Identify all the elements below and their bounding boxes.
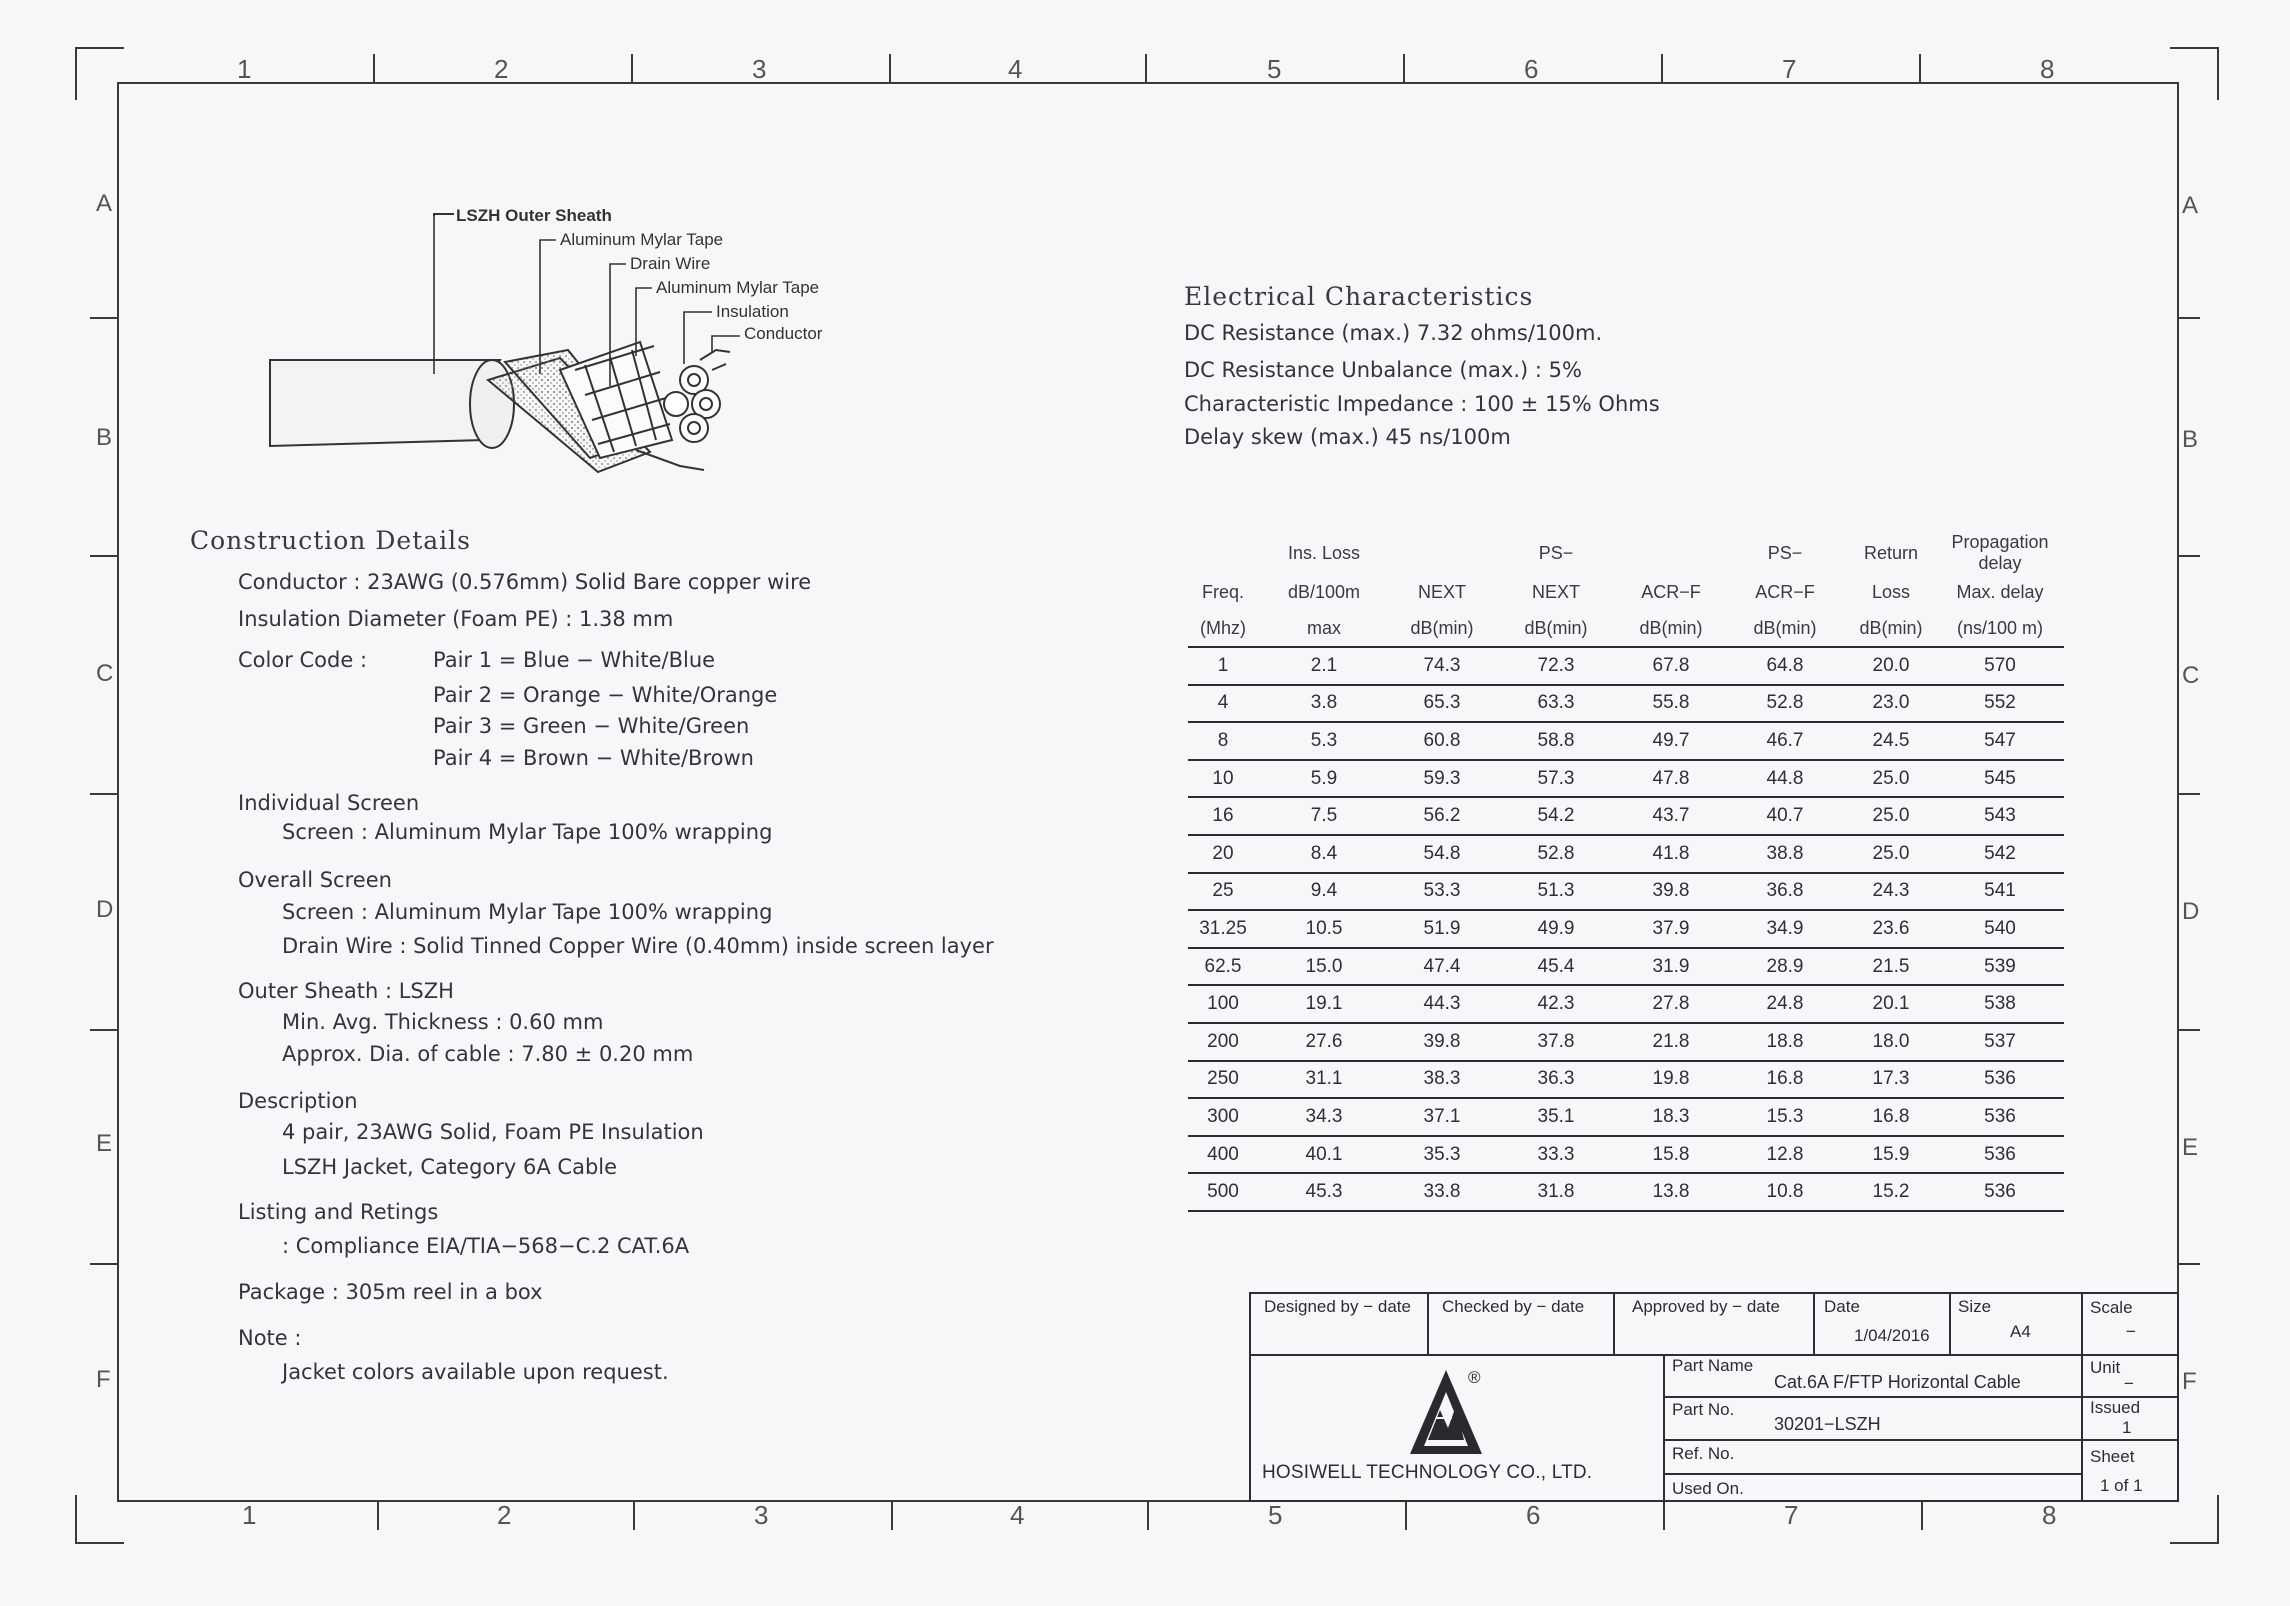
used-on-label: Used On. bbox=[1672, 1479, 1744, 1498]
table-cell: 15.3 bbox=[1724, 1098, 1846, 1136]
table-cell: 58.8 bbox=[1494, 722, 1618, 760]
registered-mark: ® bbox=[1468, 1368, 1481, 1387]
table-cell: 250 bbox=[1188, 1061, 1258, 1099]
table-cell: 3.8 bbox=[1258, 685, 1390, 723]
designed-by-label: Designed by − date bbox=[1264, 1297, 1411, 1316]
table-cell: 400 bbox=[1188, 1136, 1258, 1174]
table-cell: 19.1 bbox=[1258, 985, 1390, 1023]
zone-bottom-1: 1 bbox=[242, 1500, 257, 1530]
table-cell: 20.1 bbox=[1846, 985, 1936, 1023]
callout-mylar-tape-inner: Aluminum Mylar Tape bbox=[656, 278, 820, 297]
table-cell: 12.8 bbox=[1724, 1136, 1846, 1174]
callout-mylar-tape-outer: Aluminum Mylar Tape bbox=[560, 230, 724, 249]
table-cell: 2.1 bbox=[1258, 647, 1390, 685]
table-cell: 41.8 bbox=[1618, 835, 1724, 873]
zone-bottom-4: 4 bbox=[1010, 1500, 1025, 1530]
zone-left-c: C bbox=[96, 660, 114, 687]
table-cell: 536 bbox=[1936, 1136, 2064, 1174]
date-value: 1/04/2016 bbox=[1854, 1326, 1930, 1345]
table-cell: 44.3 bbox=[1390, 985, 1494, 1023]
electrical-title: Electrical Characteristics bbox=[1184, 282, 1534, 311]
table-cell: 28.9 bbox=[1724, 948, 1846, 986]
sheet-label: Sheet bbox=[2090, 1447, 2135, 1466]
table-cell: 42.3 bbox=[1494, 985, 1618, 1023]
table-cell: 46.7 bbox=[1724, 722, 1846, 760]
table-header-cell: Ins. Loss bbox=[1287, 542, 1361, 563]
zone-top-6: 6 bbox=[1524, 54, 1539, 84]
table-cell: 7.5 bbox=[1258, 797, 1390, 835]
overall-screen-detail: Screen : Aluminum Mylar Tape 100% wrapping bbox=[282, 900, 773, 924]
date-label: Date bbox=[1824, 1297, 1860, 1316]
unit-label: Unit bbox=[2090, 1358, 2121, 1377]
characteristic-impedance: Characteristic Impedance : 100 ± 15% Ohms bbox=[1184, 392, 1660, 416]
table-header-cell: (ns/100 m) bbox=[1936, 610, 2064, 647]
table-cell: 54.2 bbox=[1494, 797, 1618, 835]
table-cell: 51.3 bbox=[1494, 873, 1618, 911]
table-cell: 37.9 bbox=[1618, 910, 1724, 948]
table-cell: 8 bbox=[1188, 722, 1258, 760]
table-cell: 45.3 bbox=[1258, 1173, 1390, 1211]
table-cell: 44.8 bbox=[1724, 760, 1846, 798]
zone-left-f: F bbox=[96, 1366, 111, 1393]
table-cell: 33.8 bbox=[1390, 1173, 1494, 1211]
zone-left-a: A bbox=[96, 190, 113, 217]
table-cell: 15.9 bbox=[1846, 1136, 1936, 1174]
table-cell: 38.3 bbox=[1390, 1061, 1494, 1099]
table-header-cell: ACR−F bbox=[1755, 581, 1815, 602]
table-cell: 10 bbox=[1188, 760, 1258, 798]
table-cell: 20.0 bbox=[1846, 647, 1936, 685]
callout-insulation: Insulation bbox=[716, 302, 789, 321]
callout-outer-sheath: LSZH Outer Sheath bbox=[456, 206, 612, 225]
sheet-value: 1 of 1 bbox=[2100, 1476, 2143, 1495]
table-cell: 67.8 bbox=[1618, 647, 1724, 685]
scale-label: Scale bbox=[2090, 1298, 2133, 1317]
table-cell: 16.8 bbox=[1724, 1061, 1846, 1099]
zone-bottom-5: 5 bbox=[1268, 1500, 1283, 1530]
callout-conductor: Conductor bbox=[744, 324, 823, 343]
table-cell: 536 bbox=[1936, 1061, 2064, 1099]
zone-top-4: 4 bbox=[1008, 54, 1023, 84]
zone-right-b: B bbox=[2182, 426, 2199, 453]
zone-top-2: 2 bbox=[494, 54, 509, 84]
table-header-cell: dB(min) bbox=[1494, 610, 1618, 647]
table-cell: 25.0 bbox=[1846, 760, 1936, 798]
table-cell: 25.0 bbox=[1846, 797, 1936, 835]
table-cell: 21.8 bbox=[1618, 1023, 1724, 1061]
table-cell: 18.0 bbox=[1846, 1023, 1936, 1061]
table-header-cell: dB(min) bbox=[1724, 610, 1846, 647]
table-cell: 64.8 bbox=[1724, 647, 1846, 685]
part-no-label: Part No. bbox=[1672, 1400, 1735, 1419]
table-cell: 34.9 bbox=[1724, 910, 1846, 948]
zone-bottom-8: 8 bbox=[2042, 1500, 2057, 1530]
table-cell: 570 bbox=[1936, 647, 2064, 685]
table-cell: 52.8 bbox=[1494, 835, 1618, 873]
table-cell: 24.8 bbox=[1724, 985, 1846, 1023]
table-cell: 19.8 bbox=[1618, 1061, 1724, 1099]
table-cell: 18.3 bbox=[1618, 1098, 1724, 1136]
zone-top-5: 5 bbox=[1267, 54, 1282, 84]
table-cell: 65.3 bbox=[1390, 685, 1494, 723]
table-cell: 36.8 bbox=[1724, 873, 1846, 911]
table-cell: 38.8 bbox=[1724, 835, 1846, 873]
table-cell: 31.1 bbox=[1258, 1061, 1390, 1099]
table-cell: 547 bbox=[1936, 722, 2064, 760]
table-cell: 55.8 bbox=[1618, 685, 1724, 723]
table-cell: 59.3 bbox=[1390, 760, 1494, 798]
description-line-1: 4 pair, 23AWG Solid, Foam PE Insulation bbox=[282, 1120, 704, 1144]
issued-label: Issued bbox=[2090, 1398, 2141, 1417]
table-cell: 18.8 bbox=[1724, 1023, 1846, 1061]
table-cell: 5.3 bbox=[1258, 722, 1390, 760]
table-cell: 23.6 bbox=[1846, 910, 1936, 948]
table-cell: 545 bbox=[1936, 760, 2064, 798]
table-cell: 40.7 bbox=[1724, 797, 1846, 835]
table-cell: 47.8 bbox=[1618, 760, 1724, 798]
table-cell: 543 bbox=[1936, 797, 2064, 835]
zone-right-d: D bbox=[2182, 898, 2200, 925]
table-cell: 20 bbox=[1188, 835, 1258, 873]
zone-bottom-7: 7 bbox=[1784, 1500, 1799, 1530]
drain-wire-spec: Drain Wire : Solid Tinned Copper Wire (0.40mm) inside screen layer bbox=[282, 934, 994, 958]
table-cell: 24.3 bbox=[1846, 873, 1936, 911]
zone-right-f: F bbox=[2182, 1368, 2197, 1395]
table-cell: 200 bbox=[1188, 1023, 1258, 1061]
zone-left-b: B bbox=[96, 424, 113, 451]
table-cell: 16 bbox=[1188, 797, 1258, 835]
pair-3: Pair 3 = Green − White/Green bbox=[433, 714, 750, 738]
table-cell: 25.0 bbox=[1846, 835, 1936, 873]
description-line-2: LSZH Jacket, Category 6A Cable bbox=[282, 1155, 618, 1179]
table-cell: 53.3 bbox=[1390, 873, 1494, 911]
table-header-cell: NEXT bbox=[1417, 581, 1466, 602]
dc-resistance: DC Resistance (max.) 7.32 ohms/100m. bbox=[1184, 321, 1603, 345]
zone-bottom-6: 6 bbox=[1526, 1500, 1541, 1530]
pair-4: Pair 4 = Brown − White/Brown bbox=[433, 746, 754, 770]
table-cell: 56.2 bbox=[1390, 797, 1494, 835]
overall-screen-heading: Overall Screen bbox=[238, 868, 392, 892]
table-cell: 49.9 bbox=[1494, 910, 1618, 948]
checked-by-label: Checked by − date bbox=[1442, 1297, 1585, 1316]
table-cell: 62.5 bbox=[1188, 948, 1258, 986]
callout-drain-wire: Drain Wire bbox=[630, 254, 711, 273]
table-cell: 100 bbox=[1188, 985, 1258, 1023]
table-cell: 39.8 bbox=[1390, 1023, 1494, 1061]
table-cell: 45.4 bbox=[1494, 948, 1618, 986]
table-header-cell: ACR−F bbox=[1641, 581, 1701, 602]
table-cell: 23.0 bbox=[1846, 685, 1936, 723]
table-cell: 500 bbox=[1188, 1173, 1258, 1211]
table-cell: 40.1 bbox=[1258, 1136, 1390, 1174]
company-name: HOSIWELL TECHNOLOGY CO., LTD. bbox=[1262, 1462, 1593, 1483]
zone-bottom-2: 2 bbox=[497, 1500, 512, 1530]
table-header-cell: max bbox=[1258, 610, 1390, 647]
zone-left-d: D bbox=[96, 896, 114, 923]
table-cell: 25 bbox=[1188, 873, 1258, 911]
table-cell: 57.3 bbox=[1494, 760, 1618, 798]
table-header-cell: Return bbox=[1863, 542, 1919, 563]
zone-top-8: 8 bbox=[2040, 54, 2055, 84]
zone-top-7: 7 bbox=[1782, 54, 1797, 84]
table-cell: 35.1 bbox=[1494, 1098, 1618, 1136]
table-cell: 27.6 bbox=[1258, 1023, 1390, 1061]
table-cell: 17.3 bbox=[1846, 1061, 1936, 1099]
part-name-value: Cat.6A F/FTP Horizontal Cable bbox=[1774, 1372, 2021, 1392]
table-cell: 536 bbox=[1936, 1098, 2064, 1136]
table-cell: 541 bbox=[1936, 873, 2064, 911]
table-cell: 538 bbox=[1936, 985, 2064, 1023]
size-label: Size bbox=[1958, 1297, 1992, 1316]
individual-screen-heading: Individual Screen bbox=[238, 791, 420, 815]
insulation-spec: Insulation Diameter (Foam PE) : 1.38 mm bbox=[238, 607, 674, 631]
zone-right-a: A bbox=[2182, 192, 2199, 219]
construction-title: Construction Details bbox=[190, 526, 471, 555]
table-header-cell: (Mhz) bbox=[1188, 610, 1258, 647]
zone-left-e: E bbox=[96, 1130, 113, 1157]
table-cell: 34.3 bbox=[1258, 1098, 1390, 1136]
delay-skew: Delay skew (max.) 45 ns/100m bbox=[1184, 425, 1511, 449]
table-cell: 60.8 bbox=[1390, 722, 1494, 760]
table-cell: 37.1 bbox=[1390, 1098, 1494, 1136]
table-cell: 15.8 bbox=[1618, 1136, 1724, 1174]
listing-detail: : Compliance EIA/TIA−568−C.2 CAT.6A bbox=[282, 1234, 690, 1258]
ref-no-label: Ref. No. bbox=[1672, 1444, 1735, 1463]
table-header-cell: NEXT bbox=[1531, 581, 1580, 602]
thickness-spec: Min. Avg. Thickness : 0.60 mm bbox=[282, 1010, 604, 1034]
table-cell: 47.4 bbox=[1390, 948, 1494, 986]
table-cell: 49.7 bbox=[1618, 722, 1724, 760]
table-cell: 37.8 bbox=[1494, 1023, 1618, 1061]
table-header-cell: Propagation delay bbox=[1951, 532, 2049, 573]
zone-right-c: C bbox=[2182, 662, 2200, 689]
zone-bottom-3: 3 bbox=[754, 1500, 769, 1530]
table-cell: 540 bbox=[1936, 910, 2064, 948]
zone-top-3: 3 bbox=[752, 54, 767, 84]
table-cell: 63.3 bbox=[1494, 685, 1618, 723]
pair-2: Pair 2 = Orange − White/Orange bbox=[433, 683, 778, 707]
table-cell: 10.8 bbox=[1724, 1173, 1846, 1211]
table-cell: 4 bbox=[1188, 685, 1258, 723]
table-cell: 536 bbox=[1936, 1173, 2064, 1211]
part-no-value: 30201−LSZH bbox=[1774, 1414, 1881, 1434]
table-cell: 539 bbox=[1936, 948, 2064, 986]
table-cell: 542 bbox=[1936, 835, 2064, 873]
table-header-cell: PS− bbox=[1767, 542, 1803, 563]
table-cell: 10.5 bbox=[1258, 910, 1390, 948]
table-header-cell: PS− bbox=[1538, 542, 1574, 563]
table-header-cell: Freq. bbox=[1201, 581, 1244, 602]
table-cell: 9.4 bbox=[1258, 873, 1390, 911]
table-cell: 33.3 bbox=[1494, 1136, 1618, 1174]
note-detail: Jacket colors available upon request. bbox=[282, 1360, 669, 1384]
package-spec: Package : 305m reel in a box bbox=[238, 1280, 543, 1304]
zone-top-1: 1 bbox=[237, 54, 252, 84]
table-cell: 35.3 bbox=[1390, 1136, 1494, 1174]
table-cell: 24.5 bbox=[1846, 722, 1936, 760]
part-name-label: Part Name bbox=[1672, 1356, 1754, 1375]
table-cell: 5.9 bbox=[1258, 760, 1390, 798]
table-cell: 15.0 bbox=[1258, 948, 1390, 986]
scale-value: − bbox=[2126, 1322, 2136, 1341]
table-cell: 1 bbox=[1188, 647, 1258, 685]
outer-sheath-spec: Outer Sheath : LSZH bbox=[238, 979, 454, 1003]
table-cell: 552 bbox=[1936, 685, 2064, 723]
table-cell: 21.5 bbox=[1846, 948, 1936, 986]
table-header-cell: dB(min) bbox=[1846, 610, 1936, 647]
conductor-spec: Conductor : 23AWG (0.576mm) Solid Bare copper wire bbox=[238, 570, 812, 594]
listing-heading: Listing and Retings bbox=[238, 1200, 439, 1224]
note-heading: Note : bbox=[238, 1326, 302, 1350]
table-cell: 8.4 bbox=[1258, 835, 1390, 873]
issued-value: 1 bbox=[2122, 1418, 2132, 1437]
approved-by-label: Approved by − date bbox=[1632, 1297, 1780, 1316]
individual-screen-detail: Screen : Aluminum Mylar Tape 100% wrapping bbox=[282, 820, 773, 844]
pair-1: Pair 1 = Blue − White/Blue bbox=[433, 648, 716, 672]
table-cell: 15.2 bbox=[1846, 1173, 1936, 1211]
table-cell: 43.7 bbox=[1618, 797, 1724, 835]
table-cell: 300 bbox=[1188, 1098, 1258, 1136]
dc-resistance-unbalance: DC Resistance Unbalance (max.) : 5% bbox=[1184, 358, 1582, 382]
description-heading: Description bbox=[238, 1089, 358, 1113]
table-header-cell: dB(min) bbox=[1618, 610, 1724, 647]
table-cell: 31.25 bbox=[1188, 910, 1258, 948]
unit-value: − bbox=[2124, 1374, 2134, 1393]
table-cell: 51.9 bbox=[1390, 910, 1494, 948]
color-code-label: Color Code : bbox=[238, 648, 368, 672]
table-header-cell: Loss bbox=[1871, 581, 1911, 602]
table-cell: 52.8 bbox=[1724, 685, 1846, 723]
table-cell: 31.9 bbox=[1618, 948, 1724, 986]
diameter-spec: Approx. Dia. of cable : 7.80 ± 0.20 mm bbox=[282, 1042, 694, 1066]
size-value: A4 bbox=[2010, 1322, 2031, 1341]
table-cell: 74.3 bbox=[1390, 647, 1494, 685]
table-cell: 54.8 bbox=[1390, 835, 1494, 873]
zone-right-e: E bbox=[2182, 1134, 2199, 1161]
table-cell: 39.8 bbox=[1618, 873, 1724, 911]
table-cell: 72.3 bbox=[1494, 647, 1618, 685]
table-cell: 27.8 bbox=[1618, 985, 1724, 1023]
table-header-cell: dB(min) bbox=[1390, 610, 1494, 647]
table-cell: 16.8 bbox=[1846, 1098, 1936, 1136]
table-cell: 36.3 bbox=[1494, 1061, 1618, 1099]
table-cell: 537 bbox=[1936, 1023, 2064, 1061]
table-cell: 31.8 bbox=[1494, 1173, 1618, 1211]
table-header-cell: dB/100m bbox=[1287, 581, 1361, 602]
table-cell: 13.8 bbox=[1618, 1173, 1724, 1211]
table-header-cell: Max. delay bbox=[1956, 581, 2044, 602]
